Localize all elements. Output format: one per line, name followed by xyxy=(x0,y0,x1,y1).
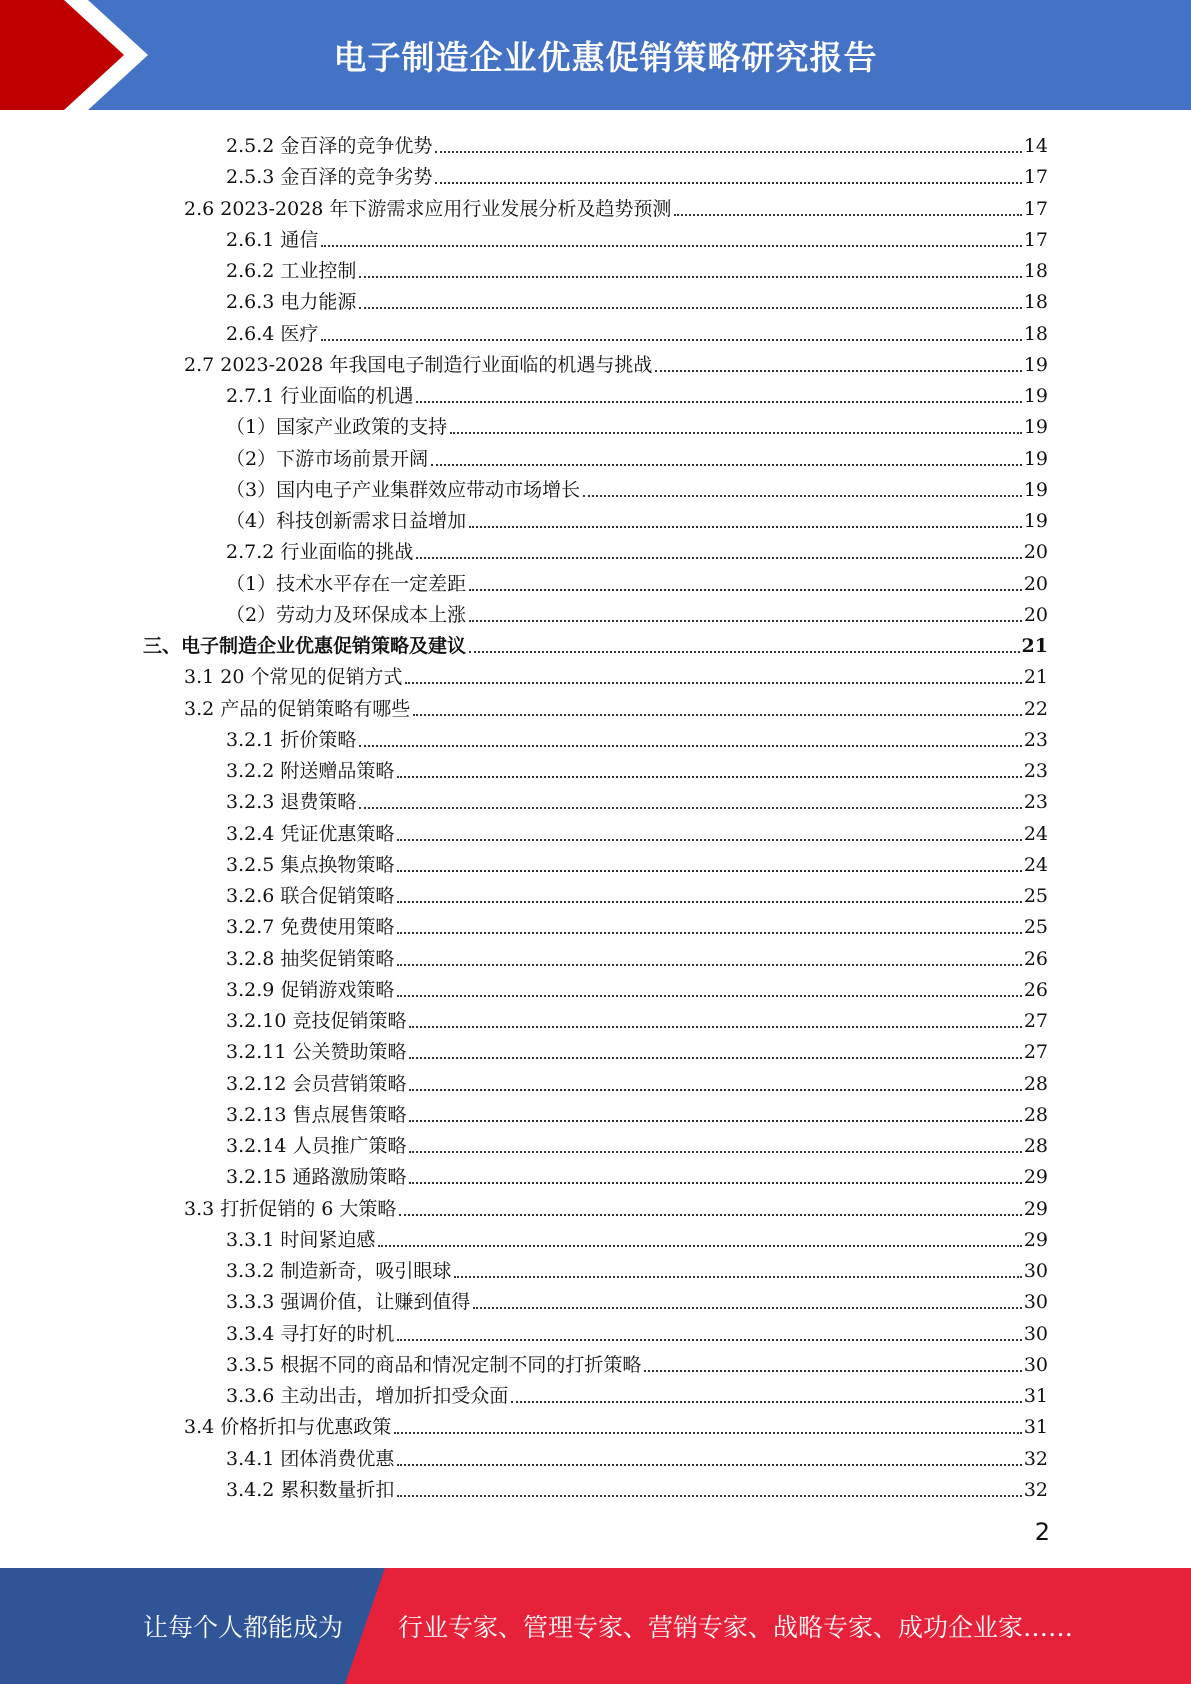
toc-dot-leader xyxy=(469,620,1022,622)
toc-entry[interactable] xyxy=(184,1190,1048,1221)
toc-entry[interactable] xyxy=(226,502,1048,533)
toc-dot-leader xyxy=(409,1057,1021,1059)
toc-entry-page: 17 xyxy=(1023,197,1048,220)
toc-entry-title: 3.3.2 制造新奇，吸引眼球 xyxy=(226,1260,452,1282)
toc-entry[interactable] xyxy=(226,283,1048,314)
toc-entry[interactable] xyxy=(226,877,1048,908)
toc-dot-leader xyxy=(397,901,1021,903)
toc-entry-title: 3.4.2 累积数量折扣 xyxy=(226,1478,395,1501)
toc-dot-leader xyxy=(397,839,1021,841)
toc-entry-page: 22 xyxy=(1023,697,1048,720)
toc-entry[interactable] xyxy=(226,1252,1048,1283)
toc-dot-leader xyxy=(378,1245,1021,1247)
toc-entry[interactable] xyxy=(143,627,1048,658)
toc-entry-page: 20 xyxy=(1023,572,1048,595)
toc-dot-leader xyxy=(431,464,1022,466)
toc-entry-title: 3.2.6 联合促销策略 xyxy=(226,885,395,907)
toc-entry-page: 29 xyxy=(1023,1197,1048,1220)
toc-entry-page: 17 xyxy=(1023,166,1048,189)
toc-dot-leader xyxy=(413,714,1022,716)
toc-dot-leader xyxy=(454,1276,1021,1278)
toc-entry[interactable] xyxy=(226,315,1048,346)
toc-dot-leader xyxy=(409,1151,1021,1153)
toc-entry-page: 14 xyxy=(1023,135,1048,157)
toc-entry-title: （1）国家产业政策的支持 xyxy=(226,416,448,439)
toc-entry-page: 23 xyxy=(1023,760,1048,782)
toc-entry-page: 19 xyxy=(1023,510,1048,532)
toc-entry[interactable] xyxy=(226,1440,1048,1471)
toc-entry-page: 31 xyxy=(1023,1385,1048,1407)
toc-dot-leader xyxy=(397,1339,1021,1341)
toc-entry[interactable] xyxy=(226,1283,1048,1314)
toc-entry-page: 26 xyxy=(1023,947,1048,970)
toc-entry-title: 3.4.1 团体消费优惠 xyxy=(226,1447,395,1470)
toc-dot-leader xyxy=(416,401,1021,403)
toc-entry[interactable] xyxy=(226,783,1048,814)
toc-entry[interactable] xyxy=(226,721,1048,752)
page-header xyxy=(0,0,1191,110)
toc-entry-page: 32 xyxy=(1023,1447,1048,1470)
document-title: 电子制造企业优惠促销策略研究报告 xyxy=(333,37,878,77)
page-footer xyxy=(0,1568,1191,1684)
footer-slogan-left: 让每个人都能成为 xyxy=(143,1613,344,1642)
toc-dot-leader xyxy=(511,1401,1021,1403)
toc-entry[interactable] xyxy=(226,1096,1048,1127)
toc-dot-leader xyxy=(397,1495,1021,1497)
toc-entry-page: 24 xyxy=(1023,822,1048,845)
toc-entry-page: 19 xyxy=(1023,385,1048,407)
toc-entry-page: 23 xyxy=(1023,791,1048,814)
toc-dot-leader xyxy=(674,214,1021,216)
toc-entry-title: 3.2.9 促销游戏策略 xyxy=(226,978,395,1001)
toc-entry-title: （2）劳动力及环保成本上涨 xyxy=(226,603,467,626)
toc-entry-page: 28 xyxy=(1023,1072,1048,1095)
toc-entry[interactable] xyxy=(226,1033,1048,1064)
toc-dot-leader xyxy=(409,1089,1021,1091)
toc-entry-page: 21 xyxy=(1023,666,1048,689)
toc-entry-page: 28 xyxy=(1023,1135,1048,1157)
toc-entry-title: 3.2.11 公关赞助策略 xyxy=(226,1041,407,1064)
page-number: 2 xyxy=(1034,1518,1050,1546)
toc-entry[interactable] xyxy=(226,752,1048,783)
toc-entry-page: 32 xyxy=(1023,1478,1048,1501)
toc-entry-page: 29 xyxy=(1023,1228,1048,1251)
toc-entry-title: （4）科技创新需求日益增加 xyxy=(226,510,467,532)
toc-dot-leader xyxy=(359,307,1021,309)
toc-dot-leader xyxy=(469,651,1020,653)
toc-entry[interactable] xyxy=(226,1127,1048,1158)
toc-entry[interactable] xyxy=(226,815,1048,846)
toc-entry-title: 3.2.12 会员营销策略 xyxy=(226,1072,407,1095)
toc-entry-title: 3.3.5 根据不同的商品和情况定制不同的打折策略 xyxy=(226,1353,642,1376)
toc-entry[interactable] xyxy=(226,127,1048,158)
toc-dot-leader xyxy=(435,182,1021,184)
toc-entry-page: 20 xyxy=(1023,603,1048,626)
toc-entry[interactable] xyxy=(226,1158,1048,1189)
toc-entry-page: 21 xyxy=(1021,635,1048,657)
toc-entry-page: 25 xyxy=(1023,916,1048,939)
toc-dot-leader xyxy=(473,1307,1021,1309)
toc-entry-title: 3.2.5 集点换物策略 xyxy=(226,853,395,876)
toc-entry-page: 18 xyxy=(1023,322,1048,345)
toc-entry[interactable] xyxy=(226,846,1048,877)
toc-dot-leader xyxy=(359,276,1021,278)
toc-entry-title: 3.2.4 凭证优惠策略 xyxy=(226,822,395,845)
toc-entry-page: 19 xyxy=(1023,353,1048,376)
toc-entry[interactable] xyxy=(226,971,1048,1002)
toc-entry[interactable] xyxy=(226,533,1048,564)
toc-entry-title: 3.2.15 通路激励策略 xyxy=(226,1166,407,1189)
toc-entry-page: 26 xyxy=(1023,978,1048,1001)
toc-dot-leader xyxy=(450,432,1022,434)
toc-dot-leader xyxy=(394,1432,1022,1434)
toc-entry-page: 19 xyxy=(1023,416,1048,439)
toc-entry-title: 3.2.7 免费使用策略 xyxy=(226,916,395,939)
toc-entry-title: 2.6.3 电力能源 xyxy=(226,291,357,314)
toc-entry[interactable] xyxy=(226,596,1048,627)
toc-entry-title: 3.3.6 主动出击，增加折扣受众面 xyxy=(226,1385,509,1407)
toc-entry-title: 3.2.10 竞技促销策略 xyxy=(226,1010,407,1032)
toc-dot-leader xyxy=(321,339,1021,341)
toc-entry-title: 2.5.3 金百泽的竞争劣势 xyxy=(226,166,433,189)
toc-entry-title: 2.7.2 行业面临的挑战 xyxy=(226,541,414,564)
toc-entry-title: 2.6.1 通信 xyxy=(226,228,319,251)
toc-entry[interactable] xyxy=(226,408,1048,439)
toc-dot-leader xyxy=(409,1182,1021,1184)
toc-entry-title: 3.2.3 退费策略 xyxy=(226,791,357,814)
toc-entry-title: （1）技术水平存在一定差距 xyxy=(226,572,467,595)
toc-entry[interactable] xyxy=(184,690,1048,721)
toc-entry-page: 30 xyxy=(1023,1260,1048,1282)
toc-entry[interactable] xyxy=(226,471,1048,502)
toc-entry[interactable] xyxy=(226,1471,1048,1502)
toc-entry-page: 23 xyxy=(1023,728,1048,751)
toc-entry-title: 3.2 产品的促销策略有哪些 xyxy=(184,697,411,720)
toc-entry[interactable] xyxy=(226,1002,1048,1033)
toc-entry-title: 2.6.4 医疗 xyxy=(226,322,319,345)
toc-entry-title: 三、电子制造企业优惠促销策略及建议 xyxy=(143,635,467,657)
toc-entry-title: 2.5.2 金百泽的竞争优势 xyxy=(226,135,433,157)
toc-entry-page: 31 xyxy=(1023,1416,1048,1439)
toc-entry-title: 3.2.8 抽奖促销策略 xyxy=(226,947,395,970)
toc-entry[interactable] xyxy=(226,908,1048,939)
toc-entry-title: 3.3.3 强调价值，让赚到值得 xyxy=(226,1291,471,1314)
toc-entry-page: 30 xyxy=(1023,1353,1048,1376)
toc-dot-leader xyxy=(397,964,1021,966)
toc-entry-page: 24 xyxy=(1023,853,1048,876)
toc-entry-title: 3.2.14 人员推广策略 xyxy=(226,1135,407,1157)
toc-entry-title: （2）下游市场前景开阔 xyxy=(226,447,429,470)
toc-entry-title: 3.2.1 折价策略 xyxy=(226,728,357,751)
footer-slogan-right: 行业专家、管理专家、营销专家、战略专家、成功企业家…… xyxy=(398,1613,1074,1642)
toc-entry[interactable] xyxy=(184,1408,1048,1439)
toc-dot-leader xyxy=(469,526,1022,528)
toc-entry[interactable] xyxy=(226,377,1048,408)
toc-entry-page: 17 xyxy=(1023,228,1048,251)
toc-entry[interactable] xyxy=(184,658,1048,689)
toc-dot-leader xyxy=(397,870,1021,872)
toc-dot-leader xyxy=(583,495,1022,497)
toc-dot-leader xyxy=(409,1120,1021,1122)
toc-entry[interactable] xyxy=(226,1346,1048,1377)
toc-entry-page: 19 xyxy=(1023,478,1048,501)
toc-dot-leader xyxy=(359,807,1021,809)
toc-entry-page: 30 xyxy=(1023,1322,1048,1345)
toc-entry-title: 3.1 20 个常见的促销方式 xyxy=(184,666,403,689)
toc-entry-title: 3.2.2 附送赠品策略 xyxy=(226,760,395,782)
toc-dot-leader xyxy=(397,776,1021,778)
toc-entry-page: 27 xyxy=(1023,1041,1048,1064)
toc-dot-leader xyxy=(416,557,1021,559)
toc-entry-page: 25 xyxy=(1023,885,1048,907)
toc-entry-page: 27 xyxy=(1023,1010,1048,1032)
toc-entry-title: 3.3 打折促销的 6 大策略 xyxy=(184,1197,397,1220)
toc-dot-leader xyxy=(399,1214,1021,1216)
toc-entry-title: 3.3.4 寻打好的时机 xyxy=(226,1322,395,1345)
toc-entry-page: 18 xyxy=(1023,291,1048,314)
toc-dot-leader xyxy=(321,245,1021,247)
toc-entry[interactable] xyxy=(226,440,1048,471)
toc-entry[interactable] xyxy=(226,1377,1048,1408)
toc-entry-page: 20 xyxy=(1023,541,1048,564)
toc-entry[interactable] xyxy=(226,158,1048,189)
toc-dot-leader xyxy=(397,932,1021,934)
toc-entry[interactable] xyxy=(226,1315,1048,1346)
toc-dot-leader xyxy=(469,589,1022,591)
toc-entry[interactable] xyxy=(226,940,1048,971)
toc-entry[interactable] xyxy=(226,221,1048,252)
toc-dot-leader xyxy=(359,745,1021,747)
toc-entry-title: 2.7 2023-2028 年我国电子制造行业面临的机遇与挑战 xyxy=(184,353,653,376)
toc-entry-title: 2.6 2023-2028 年下游需求应用行业发展分析及趋势预测 xyxy=(184,197,672,220)
toc-entry-title: 3.2.13 售点展售策略 xyxy=(226,1103,407,1126)
toc-entry[interactable] xyxy=(226,565,1048,596)
toc-entry-title: 3.4 价格折扣与优惠政策 xyxy=(184,1416,392,1439)
toc-entry-title: 2.6.2 工业控制 xyxy=(226,260,357,282)
toc-entry[interactable] xyxy=(184,346,1048,377)
toc-dot-leader xyxy=(409,1026,1021,1028)
toc-entry[interactable] xyxy=(226,1065,1048,1096)
toc-dot-leader xyxy=(655,370,1021,372)
toc-entry-page: 18 xyxy=(1023,260,1048,282)
toc-entry-page: 19 xyxy=(1023,447,1048,470)
toc-dot-leader xyxy=(397,995,1021,997)
toc-entry-title: （3）国内电子产业集群效应带动市场增长 xyxy=(226,478,581,501)
toc-entry[interactable] xyxy=(184,190,1048,221)
toc-entry-page: 30 xyxy=(1023,1291,1048,1314)
toc-entry[interactable] xyxy=(226,252,1048,283)
toc-entry-page: 29 xyxy=(1023,1166,1048,1189)
toc-dot-leader xyxy=(644,1370,1021,1372)
toc-entry-page: 28 xyxy=(1023,1103,1048,1126)
toc-dot-leader xyxy=(397,1464,1021,1466)
toc-entry-title: 2.7.1 行业面临的机遇 xyxy=(226,385,414,407)
toc-dot-leader xyxy=(435,151,1021,153)
toc-entry[interactable] xyxy=(226,1221,1048,1252)
toc-dot-leader xyxy=(405,682,1021,684)
toc-entry-title: 3.3.1 时间紧迫感 xyxy=(226,1228,376,1251)
